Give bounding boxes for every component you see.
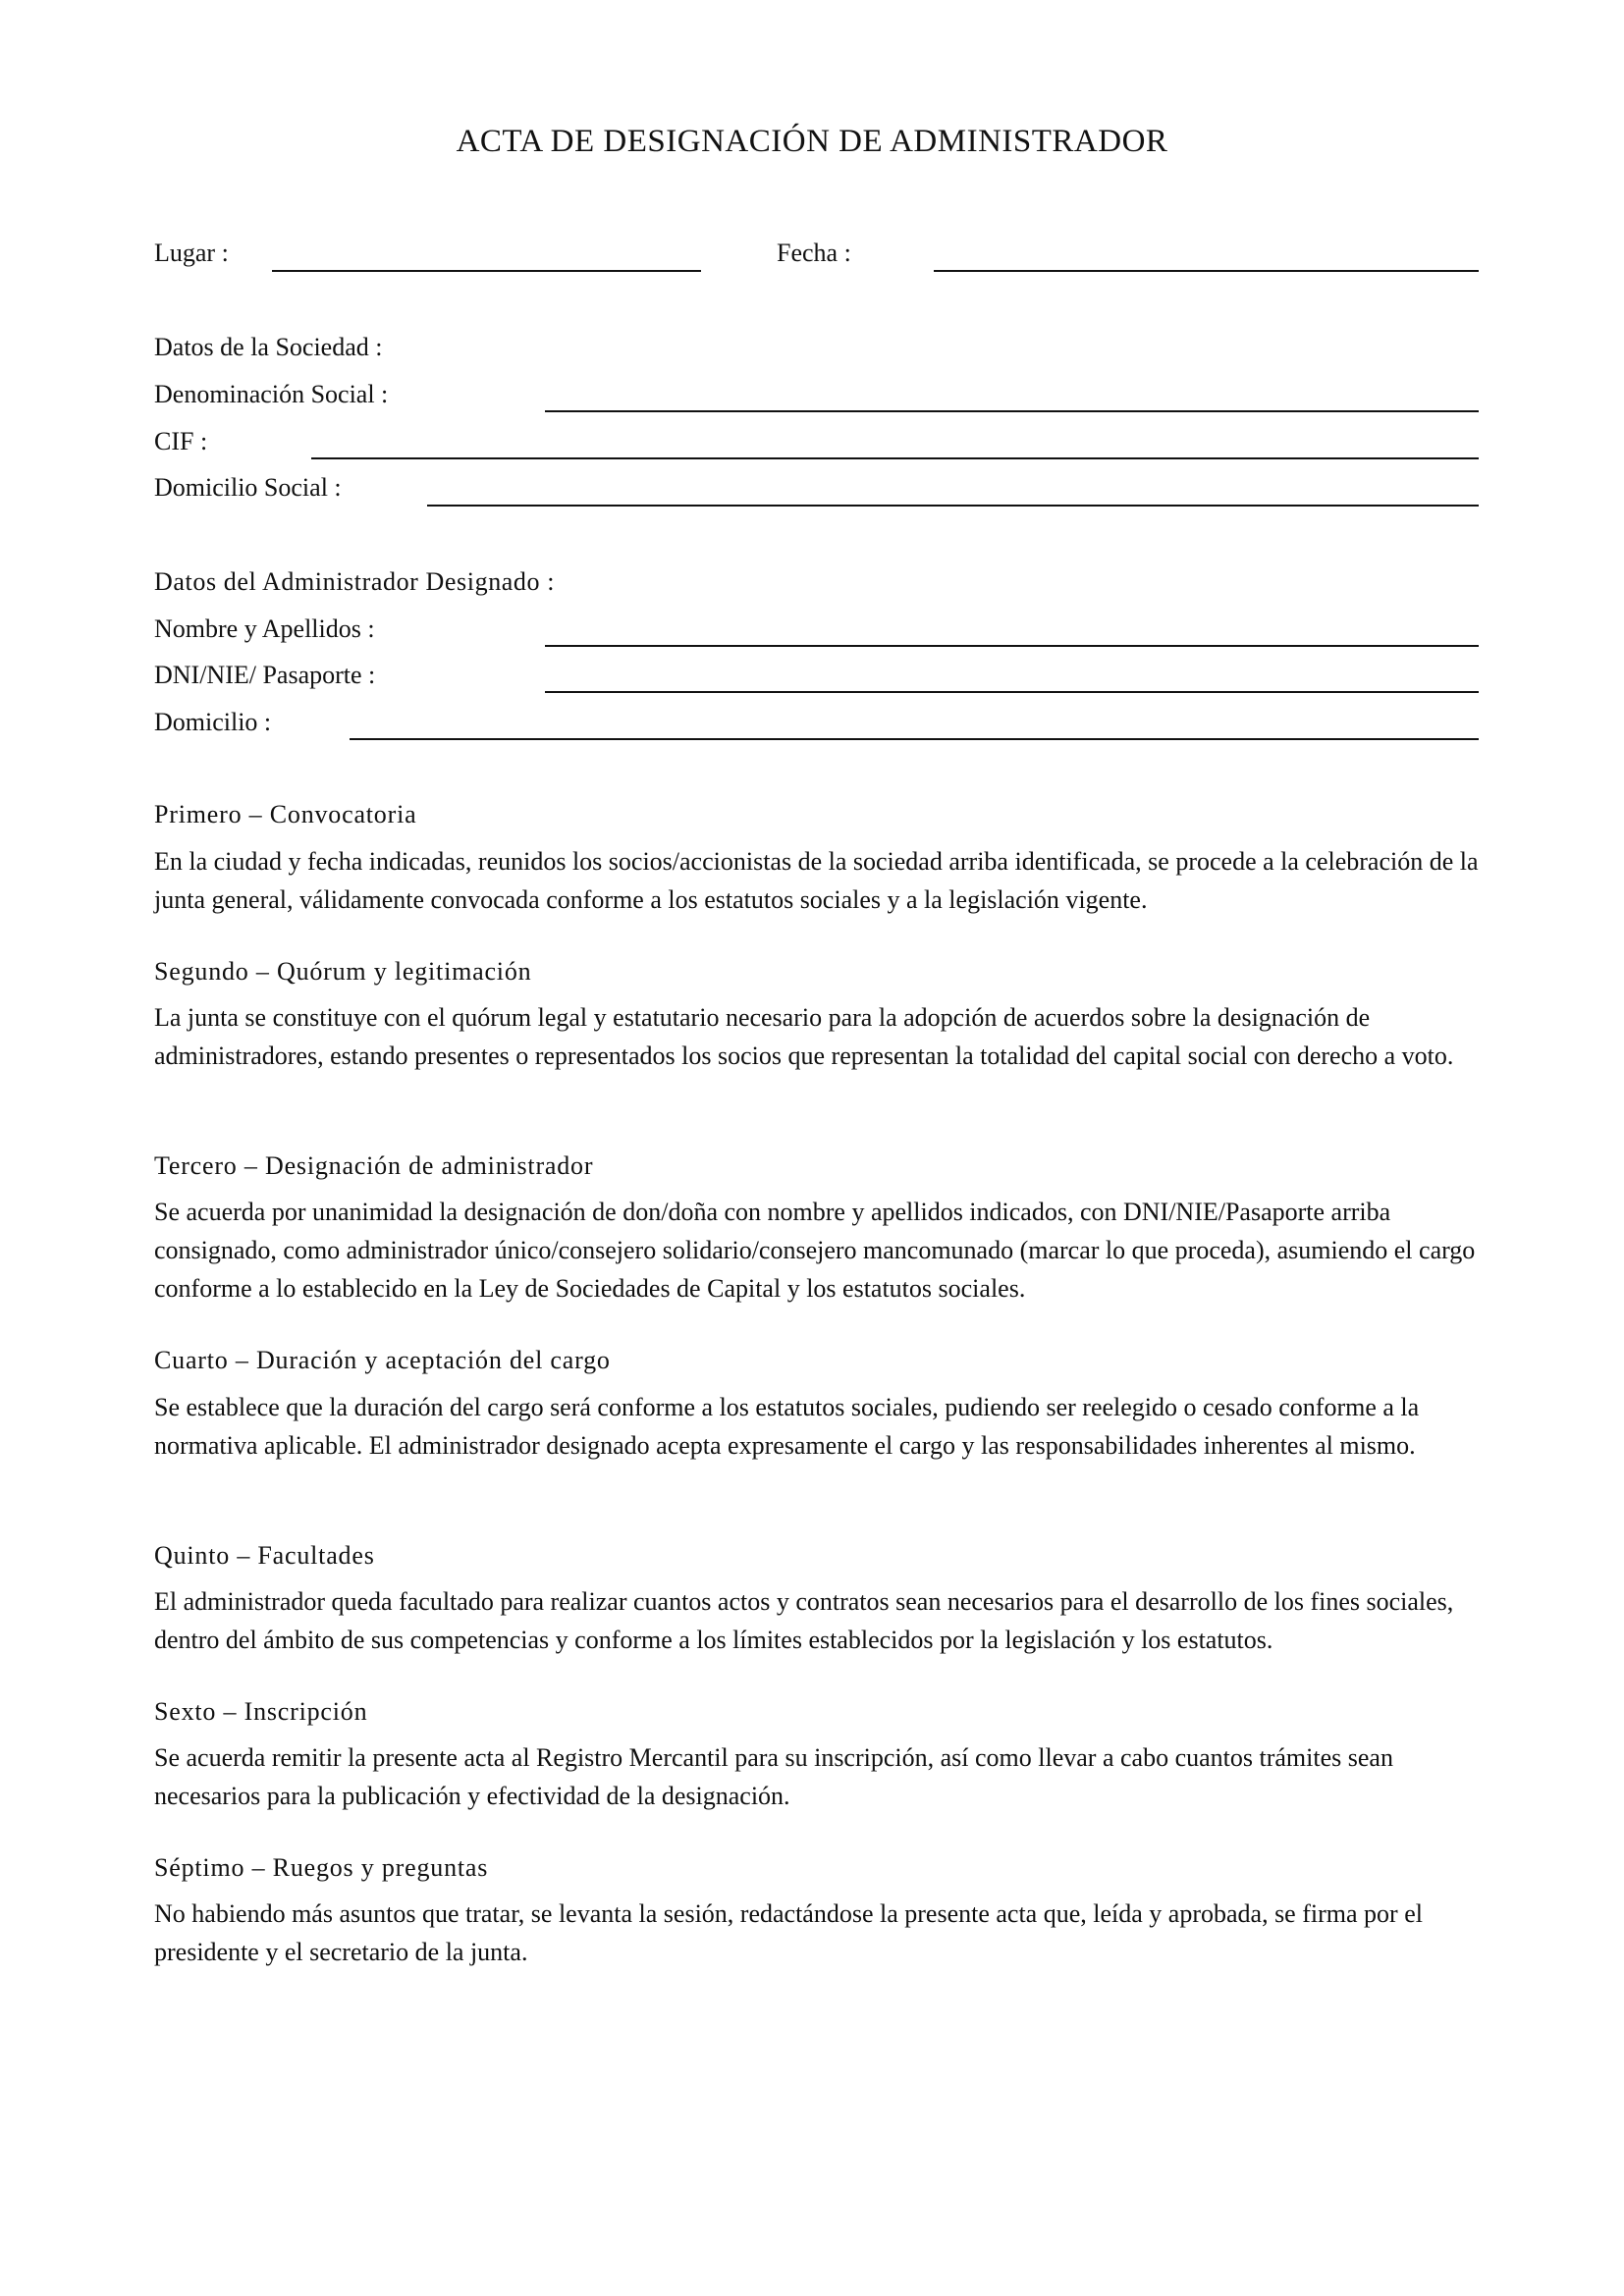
clause-heading-sexto: Sexto – Inscripción [154, 1697, 368, 1726]
clause-heading-quinto: Quinto – Facultades [154, 1541, 375, 1570]
fecha-field[interactable] [934, 270, 1479, 272]
domicilio-social-label: Domicilio Social : [154, 473, 342, 502]
domicilio-social-field[interactable] [427, 505, 1479, 507]
clause-text-septimo: No habiendo más asuntos que tratar, se levanta la sesión, redactándose la presente acta que, leída y aprobada, se firma por el presidente y el secretario de la junta. [154, 1899, 1423, 1966]
clause-heading-septimo: Séptimo – Ruegos y preguntas [154, 1853, 489, 1882]
lugar-field[interactable] [272, 270, 701, 272]
clause-text-primero: En la ciudad y fecha indicadas, reunidos los socios/accionistas de la sociedad arriba identificada, se procede a la celebración de la junta general, válidamente convocada conforme a los estatutos sociales y a la legislación vigente. [154, 847, 1479, 914]
clause-text-quinto: El administrador queda facultado para realizar cuantos actos y contratos sean necesarios para el desarrollo de los fines sociales, dentro del ámbito de sus competencias y conforme a los límites establecidos por la legislación y los estatutos. [154, 1587, 1454, 1654]
clause-text-cuarto: Se establece que la duración del cargo será conforme a los estatutos sociales, pudiendo ser reelegido o cesado conforme a la normativa aplicable. El administrador designado acepta expresamente el cargo y las responsabilidades inherentes al mismo. [154, 1393, 1420, 1460]
denominacion-social-label: Denominación Social : [154, 380, 389, 408]
sociedad-section-label: Datos de la Sociedad : [154, 333, 383, 361]
document-title: ACTA DE DESIGNACIÓN DE ADMINISTRADOR [456, 124, 1168, 159]
clause-text-segundo: La junta se constituye con el quórum legal y estatutario necesario para la adopción de acuerdos sobre la designación de administradores, estando presentes o representados los socios que representan la totalidad del capital social con derecho a voto. [154, 1003, 1454, 1070]
clause-text-sexto: Se acuerda remitir la presente acta al Registro Mercantil para su inscripción, así como llevar a cabo cuantos trámites sean necesarios para la publicación y efectividad de la designación. [154, 1743, 1393, 1810]
clause-text-tercero: Se acuerda por unanimidad la designación de don/doña con nombre y apellidos indicados, con DNI/NIE/Pasaporte arriba consignado, como administrador único/consejero solidario/consejero mancomunado (marcar lo que proceda), asumiendo el cargo conforme a lo establecido en la Ley de Sociedades de Capital y los estatutos sociales. [154, 1198, 1476, 1303]
clause-heading-tercero: Tercero – Designación de administrador [154, 1151, 594, 1180]
clause-heading-segundo: Segundo – Quórum y legitimación [154, 957, 532, 986]
nombre-apellidos-field[interactable] [545, 645, 1479, 647]
denominacion-social-field[interactable] [545, 410, 1479, 412]
dni-nie-pasaporte-label: DNI/NIE/ Pasaporte : [154, 661, 376, 689]
fecha-label: Fecha : [777, 239, 851, 267]
administrador-section-label: Datos del Administrador Designado : [154, 567, 556, 596]
cif-field[interactable] [311, 457, 1479, 459]
clause-heading-cuarto: Cuarto – Duración y aceptación del cargo [154, 1346, 611, 1374]
domicilio-administrador-field[interactable] [350, 738, 1479, 740]
domicilio-administrador-label: Domicilio : [154, 708, 272, 736]
cif-label: CIF : [154, 427, 208, 455]
clause-heading-primero: Primero – Convocatoria [154, 800, 417, 828]
lugar-label: Lugar : [154, 239, 229, 267]
dni-nie-pasaporte-field[interactable] [545, 691, 1479, 693]
nombre-apellidos-label: Nombre y Apellidos : [154, 614, 375, 643]
